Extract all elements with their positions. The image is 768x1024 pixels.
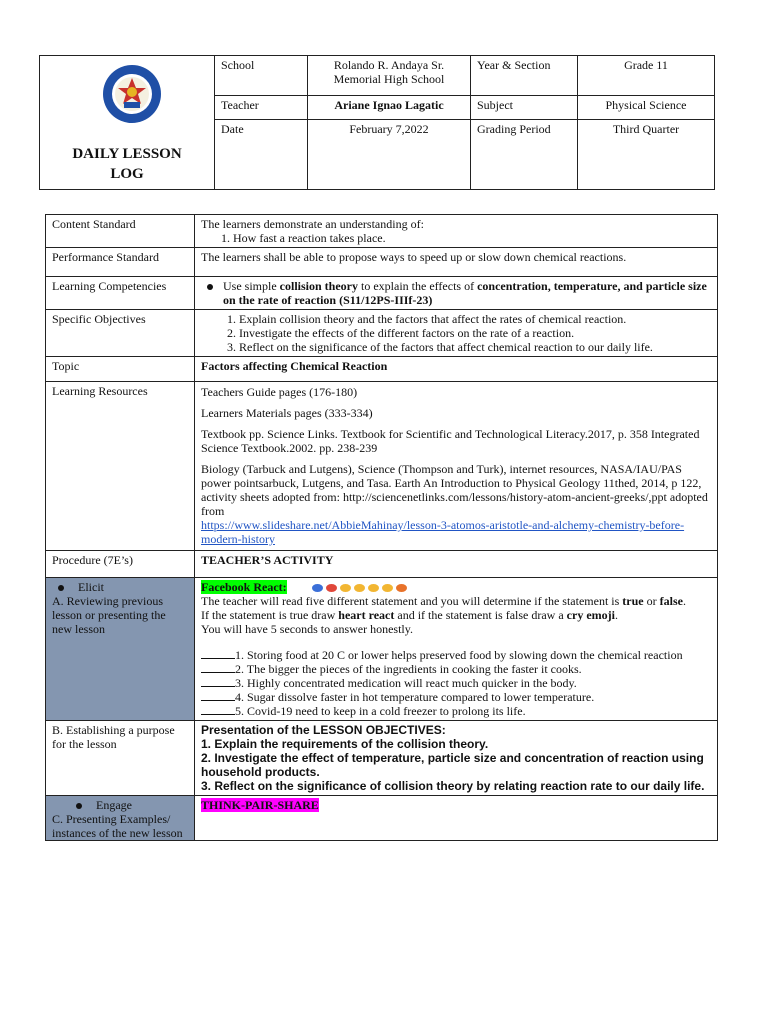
statement-item: 1. Storing food at 20 C or lower helps preserved food by slowing down the chemical reaction [201, 648, 711, 662]
engage-row [46, 796, 718, 841]
purpose-item: 1. Explain the requirements of the collision theory. [201, 737, 489, 751]
content-standard-intro: The learners demonstrate an understanding of: [201, 217, 424, 231]
react-emoji-icon [312, 584, 323, 592]
learning-resources-value [195, 382, 718, 551]
objective-item: 3. Reflect on the significance of the factors that affect chemical reaction to our daily life. [239, 340, 711, 354]
year-section-label: Year & Section [471, 56, 578, 96]
subject-label: Subject [471, 96, 578, 120]
learning-competencies-value: Use simple collision theory to explain the effects of concentration, temperature, and particle size on the rate of reaction (S11/12PS-IIIf-23) [195, 277, 718, 310]
elicit-row [46, 578, 718, 721]
topic-row [46, 357, 718, 382]
subject-value: Physical Science [578, 96, 715, 120]
elicit-label-cell [46, 578, 195, 721]
specific-objectives-value [195, 310, 718, 357]
slideshare-link[interactable]: https://www.slideshare.net/AbbieMahinay/lesson-3-atomos-aristotle-and-alchemy-chemistry-before-modern-history [201, 518, 685, 546]
content-standard-label: Content Standard [46, 215, 195, 248]
react-emoji-icon [368, 584, 379, 592]
engage-label: C. Presenting Examples/ instances of the new lesson [52, 812, 183, 840]
grading-period-label: Grading Period [471, 120, 578, 190]
performance-standard-row [46, 248, 718, 277]
school-value: Rolando R. Andaya Sr. Memorial High School [308, 56, 471, 96]
statement-item: 3. Highly concentrated medication will react much quicker in the body. [201, 676, 711, 690]
performance-standard-label: Performance Standard [46, 248, 195, 277]
elicit-value [195, 578, 718, 721]
resource-lm: Learners Materials pages (333-334) [201, 406, 373, 420]
statement-item: 4. Sugar dissolve faster in hot temperature compared to lower temperature. [201, 690, 711, 704]
engage-label-cell [46, 796, 195, 841]
resource-other: Biology (Tarbuck and Lutgens), Science (Thompson and Turk), internet resources, NASA/IAU/PAS power pointsarbuck, Lutgens, and Tasa. Earth An Introduction to Physical Geology 11thed, 2014, p 122, activity sheets adopted from: http://sciencenetlinks.com/lessons/history-atom-ancient-greeks/,ppt adopted from https://www.slideshare.net/AbbieMahinay/lesson-3-atomos-aristotle-and-alchemy-chemistry-before-modern-history [201, 462, 708, 546]
procedure-row [46, 551, 718, 578]
teacher-label: Teacher [215, 96, 308, 120]
content-standard-item: 1. How fast a reaction takes place. [221, 231, 386, 245]
topic-value: Factors affecting Chemical Reaction [195, 357, 718, 382]
elicit-label: A. Reviewing previous lesson or presenting the new lesson [52, 594, 166, 636]
learning-resources-label: Learning Resources [46, 382, 195, 551]
resource-textbook: Textbook pp. Science Links. Textbook for Scientific and Technological Literacy.2017, p. 358 Integrated Science Textbook.2002. pp. 238-239 [201, 427, 700, 455]
learning-resources-row [46, 382, 718, 551]
year-section-value: Grade 11 [578, 56, 715, 96]
objective-item: 2. Investigate the effects of the different factors on the rate of a reaction. [239, 326, 711, 340]
react-emoji-row [309, 580, 407, 594]
elicit-instruction-2: If the statement is true draw heart react and if the statement is false draw a cry emoji. [201, 608, 618, 622]
specific-objectives-label: Specific Objectives [46, 310, 195, 357]
school-label: School [215, 56, 308, 96]
content-standard-row [46, 215, 718, 248]
purpose-heading: Presentation of the LESSON OBJECTIVES: [201, 723, 446, 737]
learning-competencies-row [46, 277, 718, 310]
purpose-value [195, 721, 718, 796]
logo-title-cell [40, 56, 215, 190]
think-pair-share-heading: THINK-PAIR-SHARE [201, 798, 319, 812]
statement-item: 2. The bigger the pieces of the ingredients in cooking the faster it cooks. [201, 662, 711, 676]
content-standard-value [195, 215, 718, 248]
react-emoji-icon [382, 584, 393, 592]
learning-competencies-label: Learning Competencies [46, 277, 195, 310]
engage-phase: Engage [96, 798, 132, 812]
elicit-instruction-3: You will have 5 seconds to answer honestly. [201, 622, 413, 636]
react-emoji-icon [354, 584, 365, 592]
react-emoji-icon [340, 584, 351, 592]
deped-seal-icon [102, 64, 162, 124]
lesson-log-table [45, 214, 718, 841]
teacher-value: Ariane Ignao Lagatic [308, 96, 471, 120]
resource-tg: Teachers Guide pages (176-180) [201, 385, 358, 399]
grading-period-value: Third Quarter [578, 120, 715, 190]
procedure-value: TEACHER’S ACTIVITY [195, 551, 718, 578]
elicit-phase: Elicit [78, 580, 104, 594]
facebook-react-heading: Facebook React: [201, 580, 287, 594]
date-value: February 7,2022 [308, 120, 471, 190]
purpose-label: B. Establishing a purpose for the lesson [46, 721, 195, 796]
header-table [39, 55, 715, 190]
page-title: DAILY LESSON LOG [72, 146, 182, 182]
engage-value [195, 796, 718, 841]
specific-objectives-row [46, 310, 718, 357]
statement-item: 5. Covid-19 need to keep in a cold freezer to prolong its life. [201, 704, 711, 718]
date-label: Date [215, 120, 308, 190]
react-emoji-icon [396, 584, 407, 592]
purpose-row [46, 721, 718, 796]
purpose-item: 2. Investigate the effect of temperature, particle size and concentration of reaction using household products. [201, 751, 704, 779]
objective-item: 1. Explain collision theory and the factors that affect the rates of chemical reaction. [239, 312, 711, 326]
elicit-instruction-1: The teacher will read five different statement and you will determine if the statement is true or false. [201, 594, 686, 608]
react-emoji-icon [326, 584, 337, 592]
procedure-label: Procedure (7E’s) [46, 551, 195, 578]
performance-standard-value: The learners shall be able to propose ways to speed up or slow down chemical reactions. [195, 248, 718, 277]
topic-label: Topic [46, 357, 195, 382]
purpose-item: 3. Reflect on the significance of collision theory by relating reaction rate to our daily life. [201, 779, 705, 793]
